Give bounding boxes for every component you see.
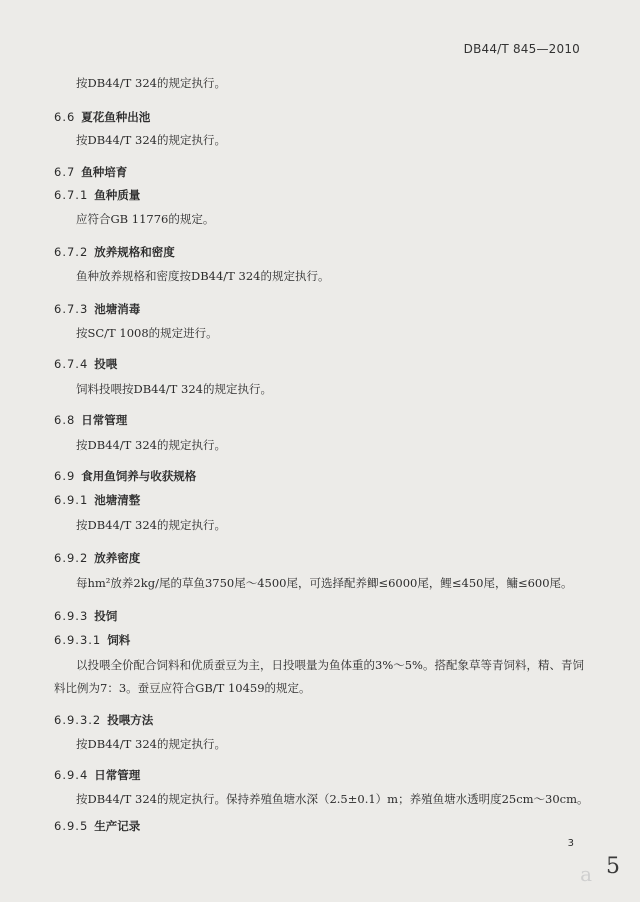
section-heading bbox=[54, 469, 196, 483]
section-heading bbox=[54, 633, 130, 647]
section-title: 投饲 bbox=[94, 609, 118, 623]
paragraph-text: 料比例为7：3。蚕豆应符合GB/T 10459的规定。 bbox=[54, 681, 311, 695]
section-number: 6.6 bbox=[54, 110, 76, 124]
section-title: 鱼种培育 bbox=[81, 165, 128, 179]
page-number: 3 bbox=[567, 838, 574, 849]
section-heading bbox=[54, 302, 140, 316]
section-title: 日常管理 bbox=[81, 413, 128, 427]
section-title: 夏花鱼种出池 bbox=[81, 110, 151, 124]
stamp-number: 5 bbox=[606, 854, 620, 879]
section-number: 6.9.5 bbox=[54, 819, 89, 833]
section-number: 6.9.4 bbox=[54, 768, 89, 782]
section-number: 6.7.2 bbox=[54, 245, 89, 259]
paragraph-text: 按DB44/T 324的规定执行。 bbox=[76, 518, 226, 532]
section-title: 放养密度 bbox=[94, 551, 141, 565]
section-heading bbox=[54, 768, 140, 782]
paragraph-text: 饲料投喂按DB44/T 324的规定执行。 bbox=[76, 382, 272, 396]
section-number: 6.7.3 bbox=[54, 302, 89, 316]
section-heading bbox=[54, 609, 117, 623]
section-number: 6.9.1 bbox=[54, 493, 89, 507]
section-heading bbox=[54, 165, 127, 179]
paragraph-text: 鱼种放养规格和密度按DB44/T 324的规定执行。 bbox=[76, 269, 330, 283]
section-number: 6.7 bbox=[54, 165, 76, 179]
section-heading bbox=[54, 551, 140, 565]
section-number: 6.9.3.2 bbox=[54, 713, 102, 727]
section-heading bbox=[54, 357, 117, 371]
section-number: 6.9.3 bbox=[54, 609, 89, 623]
paragraph-text: 按DB44/T 324的规定执行。 bbox=[76, 438, 226, 452]
section-title: 池塘消毒 bbox=[94, 302, 141, 316]
section-title: 日常管理 bbox=[94, 768, 141, 782]
section-heading bbox=[54, 819, 140, 833]
paragraph-text: 按SC/T 1008的规定进行。 bbox=[76, 326, 218, 340]
section-number: 6.8 bbox=[54, 413, 76, 427]
section-heading bbox=[54, 188, 140, 202]
section-title: 鱼种质量 bbox=[94, 188, 141, 202]
section-title: 池塘清整 bbox=[94, 493, 141, 507]
section-number: 6.7.1 bbox=[54, 188, 89, 202]
section-number: 6.9.2 bbox=[54, 551, 89, 565]
section-number: 6.9 bbox=[54, 469, 76, 483]
section-heading bbox=[54, 713, 153, 727]
section-title: 投喂 bbox=[94, 357, 118, 371]
paragraph-text: 按DB44/T 324的规定执行。 bbox=[76, 133, 226, 147]
section-title: 投喂方法 bbox=[107, 713, 154, 727]
section-title: 饲料 bbox=[107, 633, 131, 647]
paragraph-text: 按DB44/T 324的规定执行。 bbox=[76, 76, 226, 90]
paragraph-text: 每hm²放养2kg/尾的草鱼3750尾～4500尾，可选择配养鲫≤6000尾，鲤≤450尾，鳙≤600尾。 bbox=[76, 576, 573, 590]
section-number: 6.9.3.1 bbox=[54, 633, 102, 647]
section-title: 食用鱼饲养与收获规格 bbox=[81, 469, 197, 483]
section-number: 6.7.4 bbox=[54, 357, 89, 371]
paragraph-text: 按DB44/T 324的规定执行。 bbox=[76, 737, 226, 751]
paragraph-text: 按DB44/T 324的规定执行。保持养殖鱼塘水深（2.5±0.1）m；养殖鱼塘水透明度25cm～30cm。 bbox=[76, 792, 589, 806]
section-title: 生产记录 bbox=[94, 819, 141, 833]
standard-code: DB44/T 845—2010 bbox=[463, 42, 580, 56]
section-heading bbox=[54, 413, 127, 427]
paragraph-text: 以投喂全价配合饲料和优质蚕豆为主，日投喂量为鱼体重的3%～5%。搭配象草等青饲料，精、青饲 bbox=[76, 658, 584, 672]
section-heading bbox=[54, 493, 140, 507]
paragraph-text: 应符合GB 11776的规定。 bbox=[76, 212, 215, 226]
stamp-letter: a bbox=[580, 862, 592, 886]
section-title: 放养规格和密度 bbox=[94, 245, 175, 259]
section-heading bbox=[54, 110, 150, 124]
section-heading bbox=[54, 245, 175, 259]
